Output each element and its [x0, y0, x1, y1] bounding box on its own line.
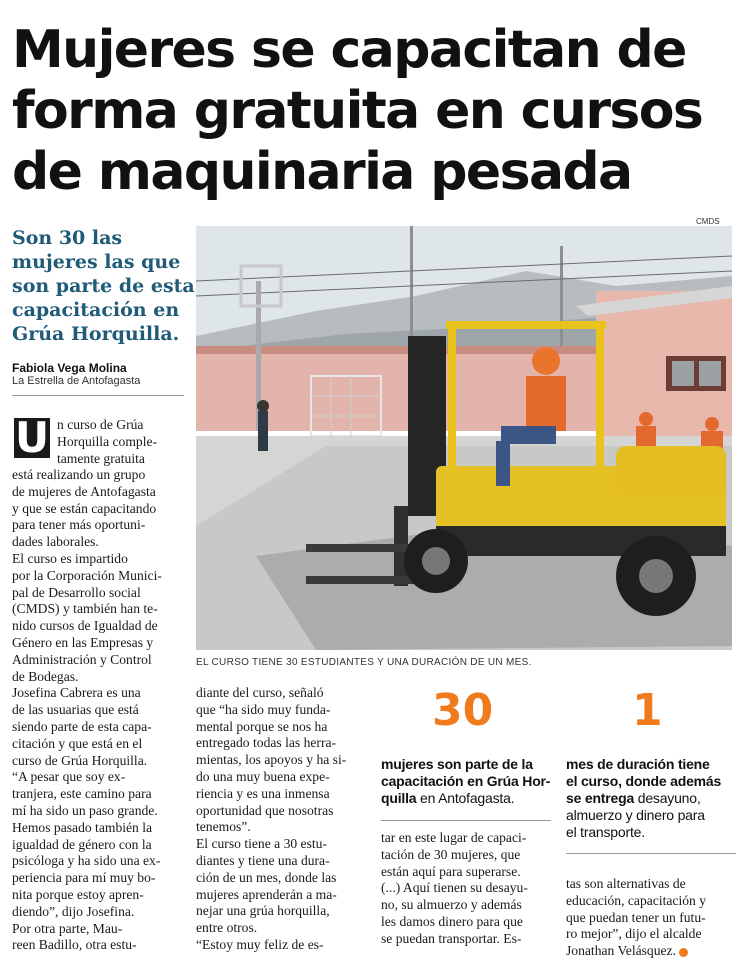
text-line: El curso tiene a 30 estu- — [196, 836, 327, 852]
end-mark-icon — [679, 948, 688, 957]
text-line: tas son alternativas de — [566, 876, 686, 891]
column-2-body — [196, 685, 372, 954]
text-line: siendo parte de esta capa- — [12, 718, 152, 734]
text-line: Género en las Empresas y — [12, 634, 154, 650]
article-photo — [196, 226, 732, 650]
deck-line: mujeres las que — [12, 251, 181, 273]
text-line: Por otra parte, Mau- — [12, 920, 123, 936]
text-line: pal de Desarrollo social — [12, 584, 141, 600]
deck-line: son parte de esta — [12, 275, 195, 297]
text-line: nido cursos de Igualdad de — [12, 618, 158, 634]
text-line: entre otros. — [196, 920, 258, 936]
text-line: oportunidad que nosotras — [196, 802, 334, 818]
text-line: les damos dinero para que — [381, 913, 523, 929]
deck — [12, 226, 195, 346]
stat-number-30: 30 — [432, 685, 494, 736]
text-line: por la Corporación Munici- — [12, 567, 162, 583]
text-line: Hemos pasado también la — [12, 819, 153, 835]
stat-line — [566, 756, 721, 773]
divider — [566, 853, 736, 854]
text-line: periencia para mí muy bo- — [12, 870, 156, 886]
text-line: nita porque estoy apren- — [12, 886, 144, 902]
stat-line: el transporte. — [566, 824, 645, 840]
text-line: riencia y es una inmensa — [196, 785, 330, 801]
text-line: no, su almuerzo y además — [381, 897, 522, 913]
text-line: tranjera, este camino para — [12, 786, 152, 802]
text-line: tar en este lugar de capaci- — [381, 830, 527, 845]
text-line: entregado todas las herra- — [196, 735, 337, 751]
text-line: ro mejor”, dijo el alcalde — [566, 926, 702, 942]
text-line: tamente gratuita — [57, 450, 145, 466]
stat-bold-text: el curso, donde además — [566, 773, 722, 789]
stat-regular-text: desayuno, — [634, 790, 701, 806]
column-1-body — [12, 467, 182, 954]
stat-bold-text: quilla — [381, 790, 417, 806]
divider — [12, 395, 184, 396]
text-line: El curso es impartido — [12, 550, 128, 566]
stat-bold-text: mujeres son parte de la — [381, 756, 533, 772]
author-name: Fabiola Vega Molina — [12, 361, 127, 375]
text-line: mental porque se nos ha — [196, 718, 328, 734]
text-line: educación, capacitación y — [566, 892, 707, 908]
text-line: citación y que está en el — [12, 735, 143, 751]
column-3-body — [381, 830, 553, 948]
column-4-body — [566, 876, 738, 960]
text-line: que “ha sido muy funda- — [196, 701, 331, 717]
author-publication: La Estrella de Antofagasta — [12, 375, 141, 387]
text-line: igualdad de género con la — [12, 836, 152, 852]
text-line: mí ha sido un paso grande. — [12, 802, 158, 818]
text-line: psicóloga y ha sido una ex- — [12, 853, 161, 869]
text-line: Administración y Control — [12, 651, 152, 667]
stat-line — [381, 756, 550, 773]
text-line: diantes y tiene una dura- — [196, 852, 330, 868]
text-line: reen Badillo, otra estu- — [12, 937, 137, 953]
stat-line — [566, 790, 721, 807]
text-line: que puedan tener un futu- — [566, 909, 706, 925]
text-line: tación de 30 mujeres, que — [381, 846, 521, 862]
text-line: (CMDS) y también han te- — [12, 601, 158, 617]
text-fragment: Jonathan Velásquez. — [566, 943, 676, 959]
text-line: mientas, los apoyos y ha si- — [196, 752, 347, 768]
text-line: de mujeres de Antofagasta — [12, 483, 156, 499]
text-line: diendo”, dijo Josefina. — [12, 903, 135, 919]
stat-line — [566, 773, 721, 790]
text-line: curso de Grúa Horquilla. — [12, 752, 148, 768]
photo-caption: EL CURSO TIENE 30 ESTUDIANTES Y UNA DURACIÓN DE UN MES. — [196, 657, 532, 668]
text-line: n curso de Grúa — [57, 417, 144, 432]
text-line: (...) Aquí tienen su desayu- — [381, 880, 528, 896]
stat-line — [381, 790, 550, 807]
text-line: ción de un mes, donde las — [196, 869, 337, 885]
text-line: se puedan transportar. Es- — [381, 930, 522, 946]
stat-1-description — [566, 756, 721, 841]
headline-line: forma gratuita en cursos — [12, 81, 703, 141]
text-line: mujeres aprenderán a ma- — [196, 886, 337, 902]
text-line: diante del curso, señaló — [196, 685, 324, 700]
text-line: para tener más oportuni- — [12, 517, 146, 533]
stat-bold-text: se entrega — [566, 790, 635, 806]
stat-bold-text: capacitación en Grúa Hor- — [381, 773, 551, 789]
stat-line — [381, 773, 550, 790]
text-line: nejar una grúa horquilla, — [196, 903, 330, 919]
deck-line: Son 30 las — [12, 227, 123, 249]
forklift-photo-illustration — [196, 226, 732, 650]
drop-cap: U — [14, 413, 50, 462]
stat-bold-text: mes de duración tiene — [566, 756, 710, 772]
stat-number-1: 1 — [632, 685, 663, 736]
deck-line: Grúa Horquilla. — [12, 323, 180, 345]
text-line — [566, 943, 738, 960]
text-line: “Estoy muy feliz de es- — [196, 936, 324, 952]
headline — [12, 20, 737, 203]
photo-credit: CMDS — [696, 217, 720, 226]
text-line: do una muy buena expe- — [196, 768, 330, 784]
text-line: están aquí para superarse. — [381, 863, 521, 879]
stat-regular-text: en Antofagasta. — [416, 790, 515, 806]
headline-line: de maquinaria pesada — [12, 142, 632, 202]
divider — [381, 820, 551, 821]
text-line: y que se están capacitando — [12, 500, 157, 516]
deck-line: capacitación en — [12, 299, 180, 321]
headline-line: Mujeres se capacitan de — [12, 20, 686, 80]
text-line: “A pesar que soy ex- — [12, 769, 126, 785]
text-line: de las usuarias que está — [12, 702, 139, 718]
text-line: Josefina Cabrera es una — [12, 685, 141, 701]
stat-line: almuerzo y dinero para — [566, 807, 705, 823]
text-line: de Bodegas. — [12, 668, 79, 684]
stat-30-description — [381, 756, 550, 807]
text-line: dades laborales. — [12, 534, 99, 550]
text-line: está realizando un grupo — [12, 467, 146, 482]
text-line: tenemos”. — [196, 819, 251, 835]
text-line: Horquilla comple- — [57, 433, 158, 449]
column-1-intro — [57, 417, 177, 467]
